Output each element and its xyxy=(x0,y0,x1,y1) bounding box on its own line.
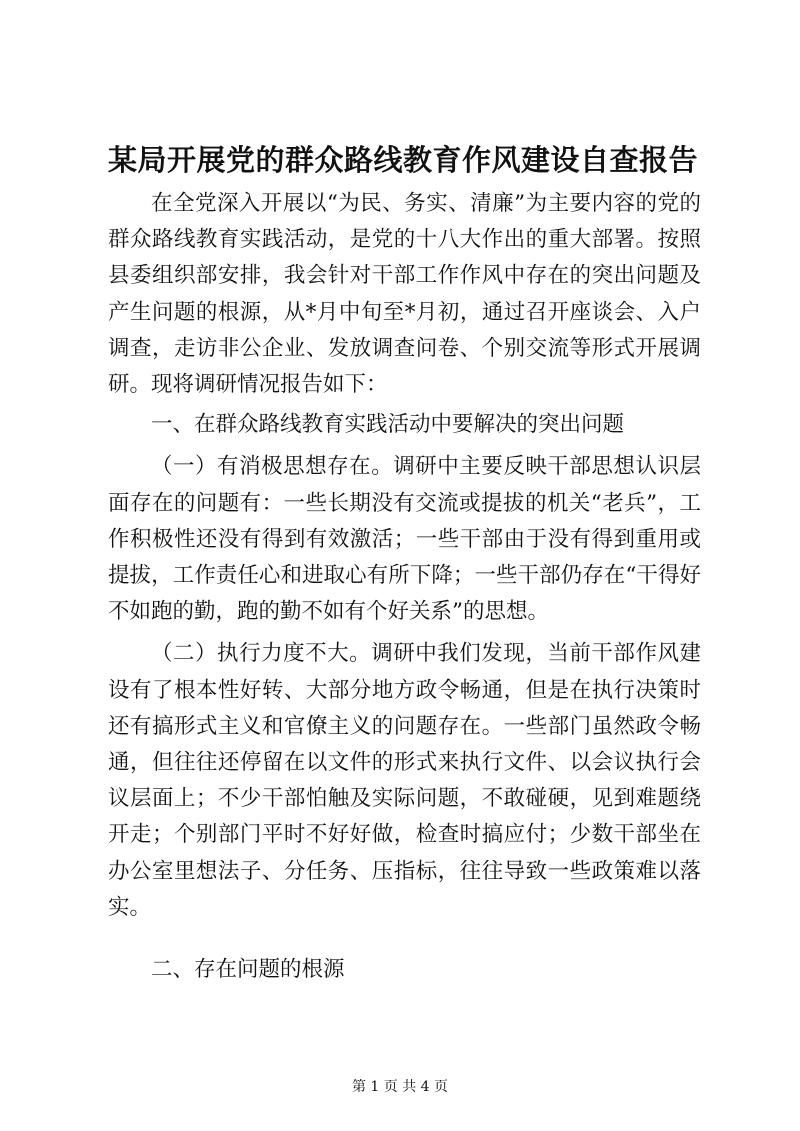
intro-paragraph: 在全党深入开展以“为民、务实、清廉”为主要内容的党的群众路线教育实践活动，是党的十八大作出的重大部署。按照县委组织部安排，我会针对干部工作作风中存在的突出问题及产生问题的根源，从*月中旬至*月初，通过召开座谈会、入户调查，走访非公企业、发放调查问卷、个别交流等形式开展调研。现将调研情况报告如下： xyxy=(108,191,701,398)
page-number-footer: 第 1 页 共 4 页 xyxy=(351,1079,449,1095)
document-title: 某局开展党的群众路线教育作风建设自查报告 xyxy=(108,143,699,177)
section-heading-1: 一、在群众路线教育实践活动中要解决的突出问题 xyxy=(151,412,625,438)
subsection-paragraph-2: （二）执行力度不大。调研中我们发现，当前干部作风建设有了根本性好转、大部分地方政令畅通，但是在执行决策时还有搞形式主义和官僚主义的问题存在。一些部门虽然政令畅通，但往往还停留在以文件的形式来执行文件、以会议执行会议层面上；不少干部怕触及实际问题，不敢碰硬，见到难题绕开走；个别部门平时不好好做，检查时搞应付；少数干部坐在办公室里想法子、分任务、压指标，往往导致一些政策难以落实。 xyxy=(108,641,701,920)
subsection-paragraph-1: （一）有消极思想存在。调研中主要反映干部思想认识层面存在的问题有：一些长期没有交流或提拔的机关“老兵”，工作积极性还没有得到有效激活；一些干部由于没有得到重用或提拔，工作责任心和进取心有所下降；一些干部仍存在“干得好不如跑的勤，跑的勤不如有个好关系”的思想。 xyxy=(108,454,701,625)
section-heading-2: 二、存在问题的根源 xyxy=(151,957,345,983)
document-body xyxy=(108,186,701,988)
